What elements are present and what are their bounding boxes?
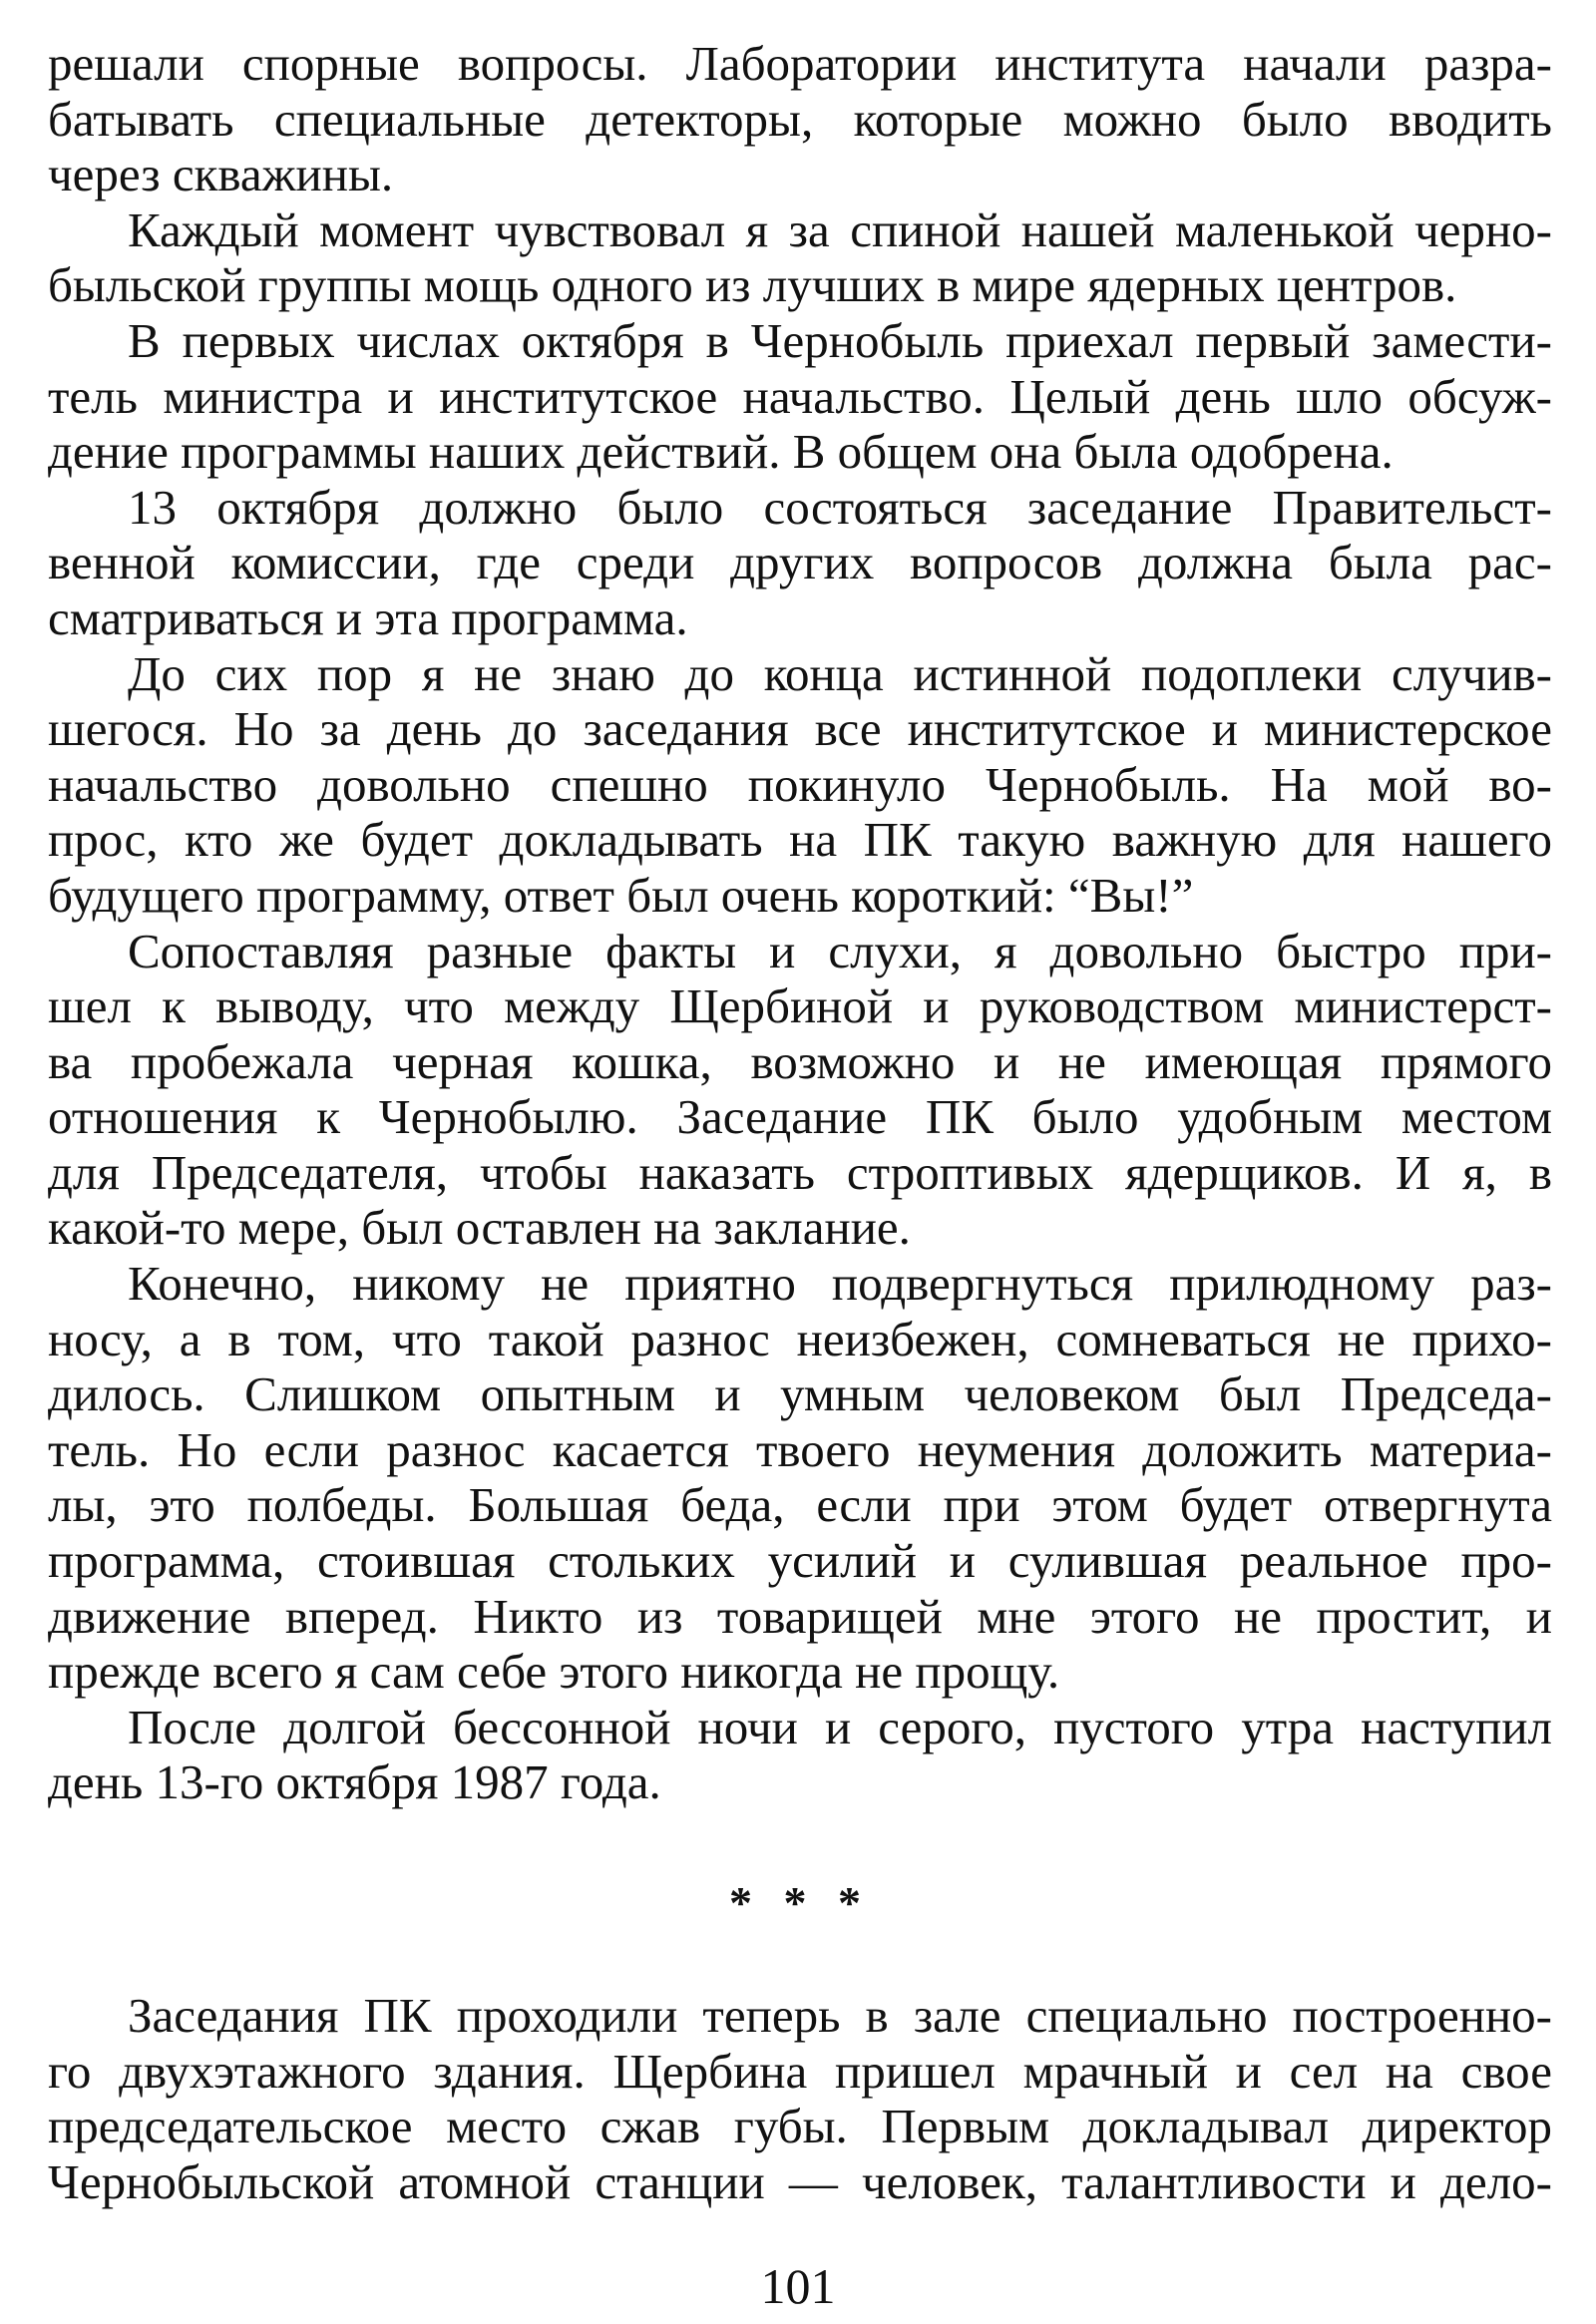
paragraph [48,646,1552,924]
text-line: В первых числах октября в Чернобыль приехал первый замести- [128,312,1552,368]
text-line: через скважины. [48,147,394,202]
text-line: председательское место сжав губы. Первым докладывал директор [48,2099,1552,2154]
text-line: го двухэтажного здания. Щербина пришел мрачный и сел на свое [48,2043,1552,2099]
text-line: день 13-го октября 1987 года. [48,1754,661,1810]
paragraph [48,480,1552,646]
text-line: Сопоставляя разные факты и слухи, я довольно быстро при- [128,923,1552,978]
text-block-top [48,36,1552,1810]
text-line: быльской группы мощь одного из лучших в мире ядерных центров. [48,257,1457,313]
text-line: шел к выводу, что между Щербиной и руководством министерст- [48,978,1552,1034]
paragraph [48,313,1552,480]
text-line: движение вперед. Никто из товарищей мне этого не простит, и [48,1588,1552,1644]
text-line: лы, это полбеды. Большая беда, если при этом будет отвергнута [48,1477,1552,1533]
paragraph [48,1700,1552,1810]
page-body [48,36,1552,2209]
section-separator: * * * [729,1877,871,1928]
text-line: Чернобыльской атомной станции — человек, талантливости и дело- [48,2153,1552,2209]
text-line: Каждый момент чувствовал я за спиной нашей маленькой черно- [128,201,1552,257]
text-line: сматриваться и эта программа. [48,589,688,645]
text-line: ва пробежала черная кошка, возможно и не имеющая прямого [48,1033,1552,1089]
text-line: батывать специальные детекторы, которые можно было вводить [48,91,1552,147]
text-block-bottom [48,1988,1552,2209]
paragraph [48,1256,1552,1700]
paragraph [48,36,1552,202]
page-number: 101 [760,2258,836,2314]
text-line: будущего программу, ответ был очень короткий: “Вы!” [48,867,1194,923]
text-line: тель министра и институтское начальство. Целый день шло обсуж- [48,368,1552,424]
text-line: После долгой бессонной ночи и серого, пустого утра наступил [128,1699,1552,1754]
text-line: отношения к Чернобылю. Заседание ПК было удобным местом [48,1089,1552,1145]
text-line: До сих пор я не знаю до конца истинной подоплеки случив- [128,645,1552,701]
text-line: какой-то мере, был оставлен на заклание. [48,1200,911,1256]
text-line: программа, стоившая стольких усилий и сулившая реальное про- [48,1533,1552,1589]
text-line: для Председателя, чтобы наказать строптивых ядерщиков. И я, в [48,1144,1552,1200]
text-line: начальство довольно спешно покинуло Чернобыль. На мой во- [48,756,1552,812]
text-line: дилось. Слишком опытным и умным человеком был Председа- [48,1366,1552,1422]
text-line: носу, а в том, что такой разнос неизбежен, сомневаться не прихо- [48,1311,1552,1366]
text-line: Заседания ПК проходили теперь в зале специально построенно- [128,1988,1552,2043]
text-line: прос, кто же будет докладывать на ПК такую важную для нашего [48,812,1552,868]
paragraph [48,924,1552,1257]
text-line: Конечно, никому не приятно подвергнуться прилюдному раз- [128,1256,1552,1312]
paragraph [48,1988,1552,2209]
text-line: тель. Но если разнос касается твоего неумения доложить материа- [48,1421,1552,1477]
text-line: решали спорные вопросы. Лаборатории института начали разра- [48,36,1552,91]
text-line: дение программы наших действий. В общем она была одобрена. [48,424,1394,480]
text-line: 13 октября должно было состояться заседание Правительст- [128,479,1552,535]
text-line: венной комиссии, где среди других вопросов должна была рас- [48,535,1552,590]
text-line: шегося. Но за день до заседания все институтское и министерское [48,701,1552,757]
text-line: прежде всего я сам себе этого никогда не прощу. [48,1644,1060,1700]
paragraph [48,202,1552,313]
